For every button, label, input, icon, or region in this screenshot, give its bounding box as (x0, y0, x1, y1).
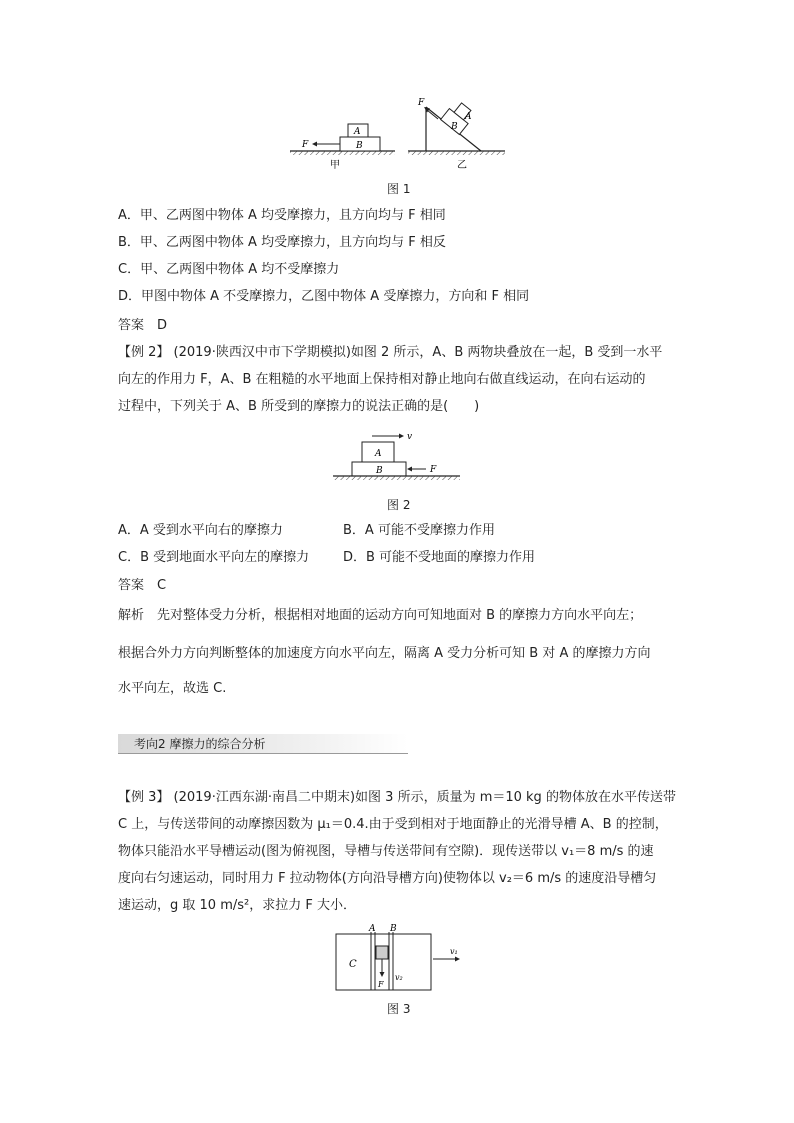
label-b: B (376, 466, 383, 476)
ex2-option-c: C．B 受到地面水平向左的摩擦力 (118, 550, 310, 565)
analysis-line: 根据合外力方向判断整体的加速度方向水平向左，隔离 A 受力分析可知 B 对 A 的摩擦力方向 (118, 646, 651, 661)
example-3-line: C 上，与传送带间的动摩擦因数为 μ₁＝0.4.由于受到相对于地面静止的光滑导槽 A、B 的控制， (118, 817, 668, 832)
section-heading-text: 考向2 摩擦力的综合分析 (134, 737, 266, 751)
option-a: A．甲、乙两图中物体 A 均受摩擦力，且方向均与 F 相同 (118, 208, 446, 223)
example-2-line: 【例 2】 (2019·陕西汉中市下学期模拟)如图 2 所示，A、B 两物块叠放在一起，B 受到一水平 (118, 345, 663, 360)
analysis-line: 解析 先对整体受力分析，根据相对地面的运动方向可知地面对 B 的摩擦力方向水平向左； (118, 608, 643, 623)
arrow-head-icon (399, 434, 404, 439)
figure-1-caption: 图 1 (387, 182, 411, 196)
label-b: B (451, 122, 458, 132)
example-3-line: 【例 3】 (2019·江西东湖·南昌二中期末)如图 3 所示，质量为 m＝10 kg 的物体放在水平传送带 (118, 790, 676, 805)
example-3-line: 速运动，g 取 10 m/s²，求拉力 F 大小． (118, 898, 356, 913)
example-2-line: 过程中，下列关于 A、B 所受到的摩擦力的说法正确的是( ) (118, 399, 480, 414)
arrow-head-icon (455, 957, 460, 962)
label-a: A (369, 924, 376, 934)
label-v2: v₂ (395, 973, 403, 982)
label-c: C (349, 959, 357, 970)
figure-3 (330, 922, 470, 994)
ground-hatch (290, 151, 395, 155)
ex2-option-a: A．A 受到水平向右的摩擦力 (118, 523, 283, 538)
subcaption-jia: 甲 (330, 160, 340, 171)
ground-hatch (408, 151, 505, 155)
example-2-line: 向左的作用力 F，A、B 在粗糙的水平地面上保持相对静止地向右做直线运动，在向右运动的 (118, 372, 646, 387)
answer-2: 答案 C (118, 578, 167, 593)
label-f: F (378, 980, 384, 989)
option-d: D．甲图中物体 A 不受摩擦力，乙图中物体 A 受摩擦力，方向和 F 相同 (118, 289, 530, 304)
label-a: A (354, 127, 361, 137)
label-a: A (465, 112, 472, 122)
figure-2 (330, 428, 465, 488)
label-b: B (390, 924, 397, 934)
label-b: B (356, 141, 363, 151)
example-3-line: 物体只能沿水平导槽运动(图为俯视图，导槽与传送带间有空隙)．现传送带以 v₁＝8 m/s 的速 (118, 844, 654, 859)
force-arrow (427, 110, 438, 119)
label-a: A (375, 449, 382, 459)
example-3-line: 度向右匀速运动，同时用力 F 拉动物体(方向沿导槽方向)使物体以 v₂＝6 m/s 的速度沿导槽匀 (118, 871, 657, 886)
analysis-line: 水平向左，故选 C. (118, 681, 227, 696)
section-heading (118, 734, 408, 754)
figure-2-caption: 图 2 (387, 498, 411, 512)
ground-hatch (333, 476, 460, 480)
ex2-option-b: B．A 可能不受摩擦力作用 (343, 523, 495, 538)
object-block (376, 946, 388, 959)
arrow-head-icon (312, 142, 317, 147)
label-v1: v₁ (450, 947, 458, 956)
label-f: F (418, 98, 425, 108)
label-v: v (407, 432, 413, 442)
subcaption-yi: 乙 (457, 160, 467, 171)
figure-3-caption: 图 3 (387, 1002, 411, 1016)
label-f: F (430, 465, 437, 475)
option-c: C．甲、乙两图中物体 A 均不受摩擦力 (118, 262, 340, 277)
answer-1: 答案 D (118, 318, 168, 333)
arrow-head-icon (407, 467, 412, 472)
section-heading-rule (118, 753, 408, 754)
option-b: B．甲、乙两图中物体 A 均受摩擦力，且方向均与 F 相反 (118, 235, 446, 250)
figure-1 (285, 95, 515, 175)
ex2-option-d: D．B 可能不受地面的摩擦力作用 (343, 550, 536, 565)
label-f: F (302, 140, 309, 150)
